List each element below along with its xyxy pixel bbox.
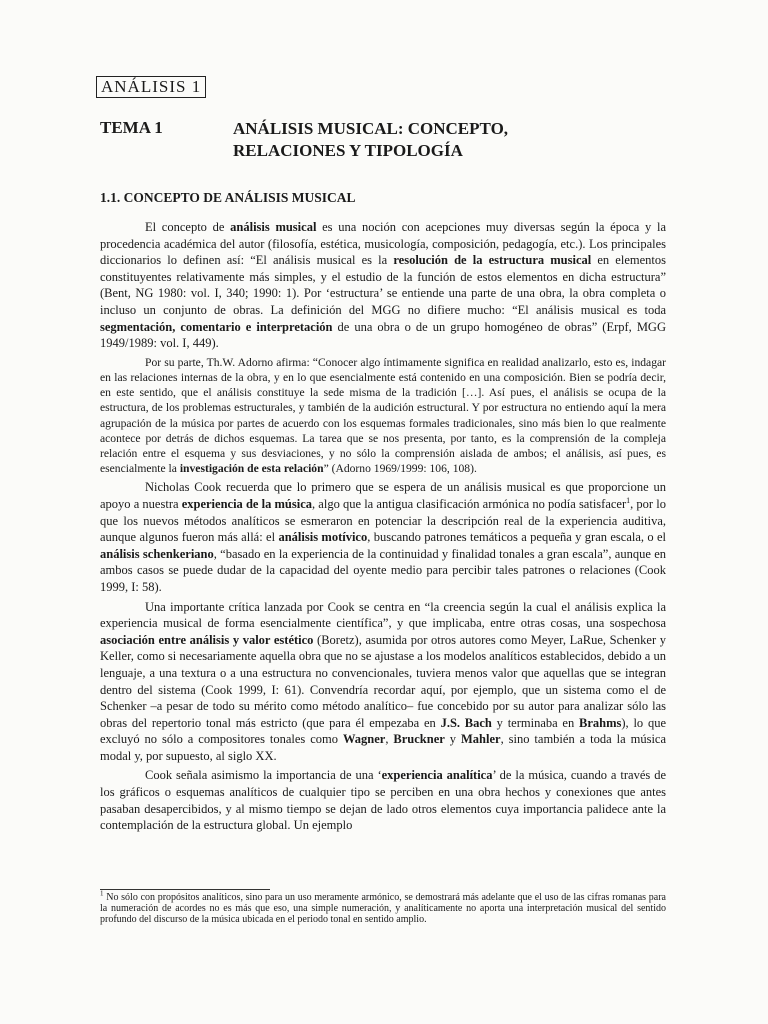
- bold-term: asociación entre análisis y valor estético: [100, 632, 314, 647]
- bold-term: segmentación, comentario e interpretación: [100, 319, 333, 334]
- body-text: [100, 219, 666, 834]
- text-run: y terminaba en: [491, 715, 580, 730]
- bold-term: análisis musical: [230, 220, 317, 234]
- bold-term: experiencia de la música: [181, 496, 313, 511]
- text-run: , algo que la antigua clasificación armónica no podía satisfacer: [312, 496, 627, 511]
- bold-term: Brahms: [579, 715, 622, 730]
- text-run: , “basado en la experiencia de la continuidad y finalidad tonales a gran escala”, aunque en ambos casos se puede dudar de la capacidad del oyente medio para percibir tales patrones o relaciones (Cook 1999, I: 58).: [100, 546, 666, 594]
- text-run: ’ de la música, cuando a través de los gráficos o esquemas analíticos de cualquier tipo se perciben en una obra hechos y conexiones que antes pasaban desapercibidos, y al mismo tiempo se dejan de lado otros elementos cuya importancia palidece ante la contemplación de la estructura global. Un ejemplo: [100, 768, 667, 833]
- text-run: de una obra o de un grupo homogéneo de obras” (Erpf, MGG 1949/1989: vol. I, 449).: [100, 319, 666, 351]
- bold-term: Bruckner: [393, 732, 445, 747]
- tema-label: TEMA 1: [100, 118, 163, 137]
- text-run: Nicholas Cook recuerda que lo primero que se espera de un análisis musical es que proporcione un apoyo a nuestra: [100, 480, 666, 511]
- text-run: en elementos constituyentes relativamente más simples, y el estudio de la función de estos elementos en dicha estructura” (Bent, NG 1980: vol. I, 340; 1990: 1). Por ‘estructura’ se entiende una parte de una obra, la obra completa o incluso un conjunto de obras. La definición del MGG no difiere mucho: “El análisis musical es toda: [100, 253, 666, 317]
- text-run: Cook señala asimismo la importancia de una ‘: [145, 768, 382, 783]
- tema-title-line-2: RELACIONES Y TIPOLOGÍA: [233, 141, 463, 160]
- text-run: , sino también a toda la música modal y, por supuesto, al siglo XX.: [100, 732, 667, 763]
- text-run: , por lo que los nuevos métodos analíticos se esmeraron en potenciar la descripción real de la experiencia auditiva, aunque algunos fueron más allá: el: [100, 496, 666, 545]
- text-run: ” (Adorno 1969/1999: 106, 108).: [323, 462, 477, 476]
- paragraph-3: [100, 479, 666, 595]
- footnote-number: 1: [100, 889, 104, 898]
- footnote-divider: [100, 889, 270, 890]
- paragraph-2-quote: [100, 355, 666, 477]
- text-run: ,: [385, 732, 394, 747]
- text-run: Una importante crítica lanzada por Cook se centra en “la creencia según la cual el análisis explica la experiencia musical de forma esencialmente científica”, y que implicaba, entre otras cosas, una sospechosa: [100, 599, 666, 631]
- text-run: El concepto de: [145, 220, 231, 234]
- text-run: ), lo que excluyó no sólo a compositores tonales como: [100, 715, 666, 747]
- paragraph-5: [100, 767, 666, 833]
- footnote: [100, 889, 666, 925]
- bold-term: investigación de esta relación: [179, 462, 324, 476]
- course-title: ANÁLISIS 1: [101, 77, 202, 96]
- paragraph-1: [100, 219, 666, 352]
- tema-title-line-1: ANÁLISIS MUSICAL: CONCEPTO,: [233, 119, 509, 138]
- text-run: (Boretz), asumida por otros autores como Meyer, LaRue, Schenker y Keller, como si necesariamente aquella obra que no se ajustase a los modelos analíticos establecidos, debido a un lenguaje, a una textura o a una estructura no convencionales, tuviera menos valor que aquellas que se integran dentro del sistema (Cook 1999, I: 61). Convendría recordar aquí, por ejemplo, que un sistema como el de Schenker –a pesar de todo su mérito como método analítico– fue concebido por su autor para analizar sólo las obras del repertorio tonal más estricto (que para él empezaba en: [100, 632, 667, 730]
- footnote-text: No sólo con propósitos analíticos, sino para un uso meramente armónico, se demostrará más adelante que el uso de las cifras romanas para la numeración de acordes no es más que eso, una simple numeración, y analíticamente no aporta una interpretación musical del sentido profundo del discurso de la música ubicada en el periodo tonal en sentido amplio.: [100, 892, 666, 925]
- bold-term: Mahler: [460, 732, 501, 747]
- text-run: y: [444, 732, 461, 747]
- text-run: , buscando patrones temáticos a pequeña y gran escala, o el: [367, 530, 666, 545]
- paragraph-4: [100, 599, 666, 765]
- text-run: Por su parte, Th.W. Adorno afirma: “Conocer algo íntimamente significa en realidad analizarlo, esto es, indagar en las relaciones internas de la obra, y en lo que esencialmente está contenido en una composición. Bien se podría decir, en este sentido, que el análisis constituye la sede misma de la tradición […]. Así pues, el análisis se ocupa de la estructura, de los problemas estructurales, y también de la audición estructural. Y por estructura no entiendo aquí la mera agrupación de la música por partes de acuerdo con los esquemas formales tradicionales, sino más bien lo que realmente acontece por detrás de dichos esquemas. La tarea que se nos presenta, por tanto, es la comprensión de la compleja relación entre el esquema y sus desviaciones, y no sólo la comprensión aislada de ambos; el análisis, así pues, es esencialmente la: [100, 355, 666, 476]
- tema-title: [233, 118, 508, 162]
- bold-term: Wagner: [342, 732, 386, 747]
- text-run: es una noción con acepciones muy diversas según la época y la procedencia académica del autor (filosofía, estética, musicología, composición, pedagogía, etc.). Los principales diccionarios lo definen así: “El análisis musical es la: [100, 220, 666, 268]
- bold-term: J.S. Bach: [440, 715, 492, 730]
- bold-term: experiencia analítica: [381, 768, 493, 783]
- bold-term: resolución de la estructura musical: [393, 253, 592, 268]
- course-title-box: [96, 76, 206, 98]
- bold-term: análisis schenkeriano: [100, 546, 214, 561]
- bold-term: análisis motívico: [278, 530, 368, 545]
- section-heading: 1.1. CONCEPTO DE ANÁLISIS MUSICAL: [100, 190, 356, 205]
- footnote-reference: 1: [626, 495, 631, 505]
